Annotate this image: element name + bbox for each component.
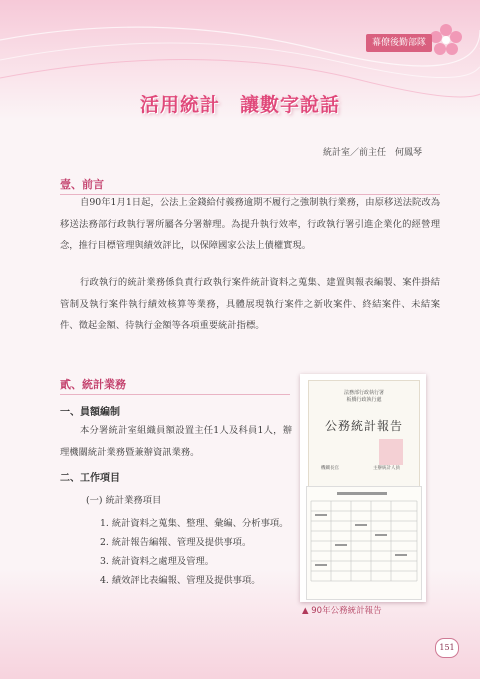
- cover-sub: 板橋行政執行處: [346, 397, 382, 403]
- figure-caption: [302, 604, 382, 616]
- work-items-list: [100, 514, 290, 590]
- list-item: 2. 統計報告編報、管理及提供事項。: [100, 537, 252, 548]
- subheading-staffing: 一、員額編制: [60, 407, 120, 418]
- subheading-work-items: 二、工作項目: [60, 473, 120, 484]
- triangle-icon: ▲: [302, 606, 309, 616]
- page-number: 151: [435, 638, 459, 658]
- report-table: [306, 486, 422, 600]
- list-item: 1. 統計資料之蒐集、整理、彙編、分析事項。: [100, 518, 289, 529]
- paragraph-1: 自90年1月1日起，公法上金錢給付義務逾期不履行之強制執行業務，由原移送法院改為移送法務部行政執行署所屬各分署辦理。為提升執行效率，行政執行署引進企業化的經營理念，推行目標管理與績效評比，以保障國家公法上債權實現。: [60, 197, 440, 251]
- section-tag: 幕僚後勤部隊: [366, 34, 432, 52]
- cover-left: 機關長官: [321, 466, 339, 471]
- list-item: 3. 統計資料之處理及管理。: [100, 556, 215, 567]
- report-cover: [308, 380, 420, 492]
- cover-title: 公務統計報告: [324, 419, 403, 433]
- divider: [60, 394, 290, 395]
- list-item: 4. 績效評比表編報、管理及提供事項。: [100, 575, 261, 586]
- cover-org: 法務部行政執行署: [343, 390, 384, 396]
- report-photo: [300, 374, 426, 602]
- cover-right: 主辦統計人員: [373, 466, 400, 471]
- caption-text: 90年公務統計報告: [311, 606, 382, 616]
- red-stamp: [379, 439, 403, 465]
- paragraph-2: 行政執行的統計業務係負責行政執行案件統計資料之蒐集、建置與報表編製、案件掛結管制及執行案件執行績效核算等業務，具體展現執行案件之新收案件、終結案件、未結案件、徵起金額、待執行金額等各項重要統計指標。: [60, 277, 440, 331]
- author-line: 統計室／前主任 何鳳琴: [322, 148, 422, 158]
- section-heading-2: 貳、統計業務: [60, 378, 126, 391]
- work-items-title: (一) 統計業務項目: [86, 495, 162, 506]
- table-lines: [307, 487, 421, 599]
- section-heading-1: 壹、前言: [60, 178, 104, 191]
- staffing-paragraph: 本分署統計室組織員額設置主任1人及科員1人，辦理機關統計業務暨兼辦資訊業務。: [60, 425, 292, 458]
- page-title: 活用統計 讓數字說話: [139, 94, 340, 116]
